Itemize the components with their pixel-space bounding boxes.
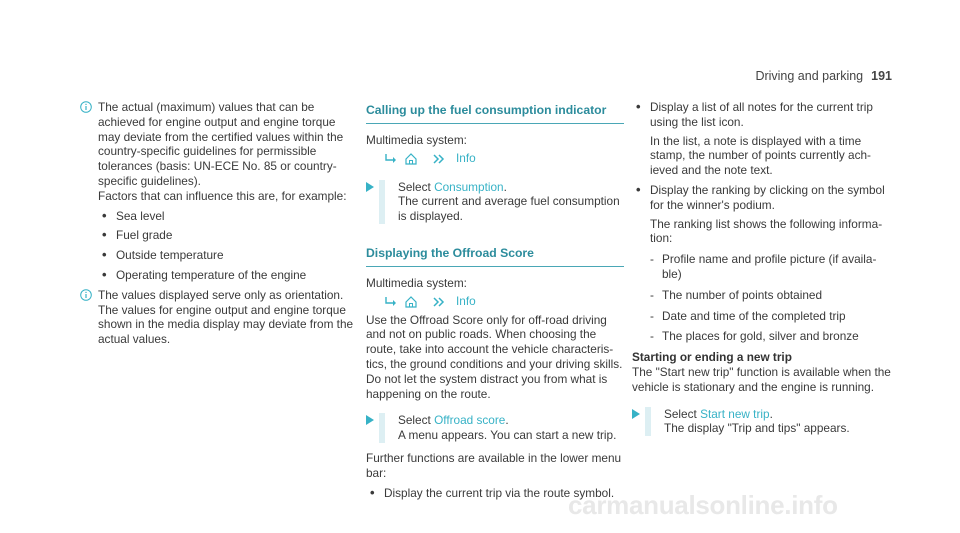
list-item: • Display a list of all notes for the current trip using the list icon. In the list, a note is displayed with a time stamp, the number of points currently achieved and the note text. [632, 100, 892, 178]
function-list [632, 100, 892, 246]
body-text: Use the Offroad Score only for off-road driving and not on public roads. When choosing the route, take into account the vehicle characteristics, the ground conditions and your driving skills. Do not let the system distract you from what is happening on the route. [366, 312, 623, 401]
note-block [80, 288, 360, 347]
multimedia-label: Multimedia system: [366, 275, 467, 290]
turn-arrow-icon [384, 296, 398, 308]
turn-arrow-icon [384, 153, 398, 165]
info-icon [80, 289, 92, 301]
nav-path [366, 293, 624, 311]
list-item: • Fuel grade [102, 227, 173, 243]
list-item: - The places for gold, silver and bronze [650, 329, 859, 344]
list-item: • Operating temperature of the engine [102, 266, 307, 282]
note-block [80, 100, 360, 283]
list-item: • Outside temperature [102, 247, 224, 263]
multimedia-label: Multimedia system: [366, 132, 467, 147]
double-chevron-icon [432, 297, 446, 307]
list-item: • Display the current trip via the route symbol. [370, 484, 615, 500]
body-text: Further functions are available in the lower menu bar: [366, 450, 622, 480]
offroad-score-link[interactable]: Offroad score [434, 413, 506, 428]
play-arrow-icon [366, 415, 374, 425]
column-left [80, 100, 360, 347]
note-text: The values displayed serve only as orientation. The values for engine output and engine torque shown in the media display may deviate from the actual values. [98, 287, 354, 347]
section-title: Driving and parking [755, 69, 864, 83]
info-menu-label: Info [456, 294, 476, 309]
step-result: The current and average fuel consumption is displayed. [398, 194, 620, 224]
home-icon [404, 295, 418, 309]
note-text: The actual (maximum) values that can be achieved for engine output and engine torque may deviate from the certified values within the country-specific guidelines for permissible tolerances (basis: UN-ECE No. 85 or country-specific guidelines). [98, 100, 344, 188]
double-chevron-icon [432, 154, 446, 164]
watermark: carmanualsonline.info [568, 490, 838, 520]
step-bar [379, 180, 385, 224]
list-item: - Profile name and profile picture (if available) [650, 252, 877, 281]
step-result: The display "Trip and tips" appears. [664, 421, 850, 436]
list-item-detail: The ranking list shows the following information: [650, 216, 883, 246]
step-bar [379, 413, 385, 443]
info-icon [80, 101, 92, 113]
body-text: The "Start new trip" function is available when the vehicle is stationary and the engine is running. [632, 364, 891, 394]
action-step: Select Start new trip. The display "Trip and tips" appears. [632, 407, 892, 437]
list-item: • Display the ranking by clicking on the symbol for the winner's podium. The ranking list shows the following information: [632, 183, 892, 246]
section-heading: Displaying the Offroad Score [366, 246, 624, 267]
action-step: Select Offroad score. A menu appears. You can start a new trip. [366, 413, 624, 443]
info-menu-label: Info [456, 151, 476, 166]
factors-text: Factors that can influence this are, for example: [98, 188, 347, 203]
page-header [755, 69, 892, 84]
list-item: • Sea level [102, 207, 165, 223]
subheading: Starting or ending a new trip [632, 350, 792, 365]
list-item: - The number of points obtained [650, 287, 823, 302]
play-arrow-icon [632, 409, 640, 419]
column-middle [366, 103, 624, 505]
column-right [632, 100, 892, 444]
action-step: Select Consumption. The current and average fuel consumption is displayed. [366, 180, 624, 224]
step-result: A menu appears. You can start a new trip. [398, 428, 617, 443]
section-heading: Calling up the fuel consumption indicator [366, 103, 624, 124]
nav-path [366, 150, 624, 168]
consumption-link[interactable]: Consumption [434, 179, 504, 194]
list-item-detail: In the list, a note is displayed with a time stamp, the number of points currently achieved and the note text. [650, 133, 871, 178]
list-item: - Date and time of the completed trip [650, 308, 846, 323]
page-number: 191 [871, 69, 892, 83]
factor-list [98, 209, 360, 283]
start-new-trip-link[interactable]: Start new trip [700, 406, 770, 421]
play-arrow-icon [366, 182, 374, 192]
home-icon [404, 152, 418, 166]
ranking-info-list [632, 252, 892, 344]
step-bar [645, 407, 651, 437]
